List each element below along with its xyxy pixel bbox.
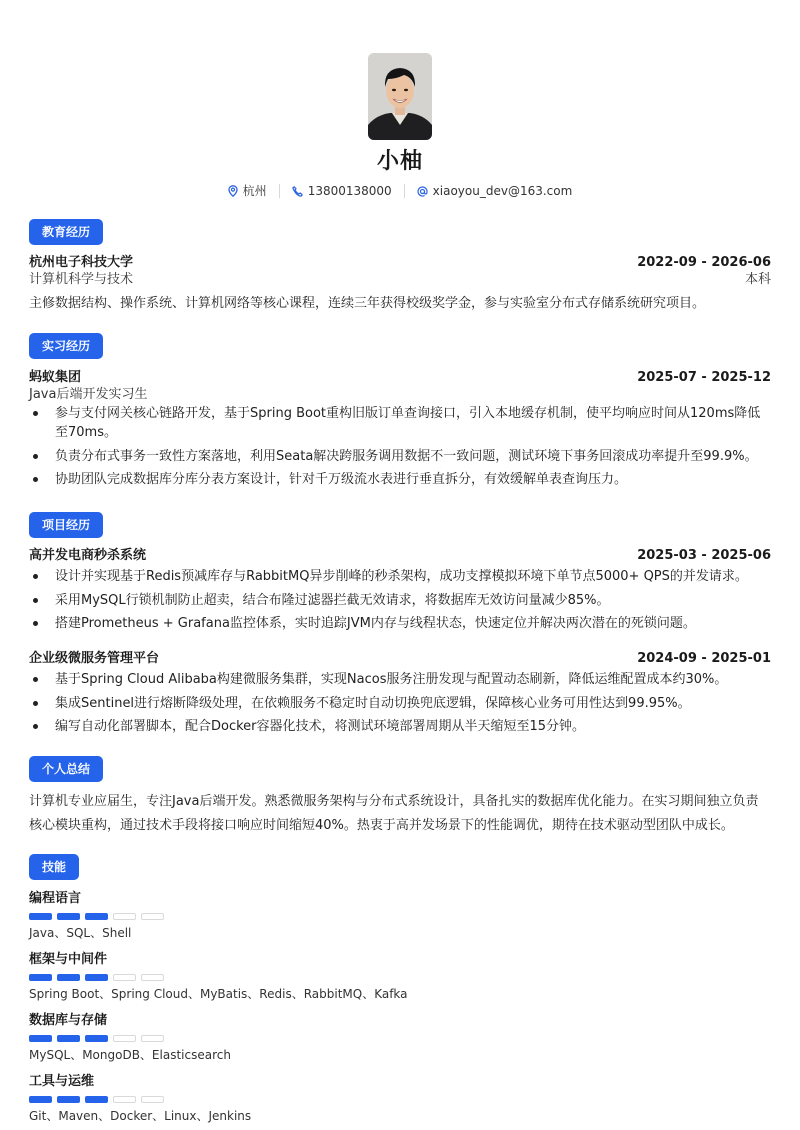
bullet-item: 采用MySQL行锁机制防止超卖，结合布隆过滤器拦截无效请求，将数据库无效访问量减少85%。 — [29, 591, 771, 610]
major: 计算机科学与技术 — [29, 272, 134, 287]
bullet-item: 设计并实现基于Redis预减库存与RabbitMQ异步削峰的秒杀架构，成功支撑模拟环境下单节点5000+ QPS的并发请求。 — [29, 567, 771, 586]
level-bar-empty — [113, 1096, 136, 1103]
candidate-name: 小柚 — [376, 149, 423, 174]
project-name: 企业级微服务管理平台 — [29, 651, 160, 666]
skill-group — [29, 951, 429, 1002]
bullet-item: 负责分布式事务一致性方案落地，利用Seata解决跨服务调用数据不一致问题，测试环境下事务回滚成功率提升至99.9%。 — [29, 447, 771, 466]
project-period: 2025-03 - 2025-06 — [637, 548, 771, 563]
project-bullets — [29, 567, 771, 638]
skill-group — [29, 890, 429, 941]
location-pin-icon — [228, 185, 238, 197]
contact-email — [417, 183, 573, 199]
avatar-photo — [368, 53, 432, 140]
project-header-row — [29, 650, 771, 667]
internship-role-row — [29, 386, 771, 403]
skill-group — [29, 1012, 429, 1063]
bullet-item: 参与支付网关核心链路开发，基于Spring Boot重构旧版订单查询接口，引入本地缓存机制，使平均响应时间从120ms降低至70ms。 — [29, 404, 771, 442]
bullet-item: 协助团队完成数据库分库分表方案设计，针对千万级流水表进行垂直拆分，有效缓解单表查询压力。 — [29, 470, 771, 489]
phone-text[interactable]: 13800138000 — [307, 184, 392, 198]
skill-list: MySQL、MongoDB、Elasticsearch — [29, 1048, 231, 1062]
summary-text: 计算机专业应届生，专注Java后端开发。熟悉微服务架构与分布式系统设计，具备扎实的数据库优化能力。在实习期间独立负责核心模块重构，通过技术手段将接口响应时间缩短40%。热衷于高并发场景下的性能调优，期待在技术驱动型团队中成长。 — [29, 794, 759, 833]
project-period: 2024-09 - 2025-01 — [637, 651, 771, 666]
section-badge-skills: 技能 — [29, 854, 79, 880]
contact-phone — [292, 183, 392, 199]
skill-list: Java、SQL、Shell — [29, 926, 132, 940]
level-bar-empty — [141, 1035, 164, 1042]
school-name: 杭州电子科技大学 — [29, 255, 134, 270]
level-bar-empty — [113, 913, 136, 920]
internship-bullets — [29, 404, 771, 494]
bullet-item: 编写自动化部署脚本，配合Docker容器化技术，将测试环境部署周期从半天缩短至15分钟。 — [29, 717, 771, 736]
skill-name: 编程语言 — [29, 891, 82, 906]
level-bar-filled — [85, 913, 108, 920]
section-badge-projects: 项目经历 — [29, 512, 103, 538]
level-bar-empty — [113, 1035, 136, 1042]
contact-divider — [279, 184, 280, 198]
project-bullets — [29, 670, 771, 741]
skill-group — [29, 1073, 429, 1124]
degree: 本科 — [744, 272, 771, 287]
level-bar-filled — [57, 974, 80, 981]
level-bar-filled — [29, 1035, 52, 1042]
level-bar-filled — [57, 913, 80, 920]
level-bar-filled — [29, 974, 52, 981]
level-bar-empty — [141, 1096, 164, 1103]
resume-header — [0, 53, 800, 199]
skill-name: 工具与运维 — [29, 1074, 95, 1089]
section-badge-summary: 个人总结 — [29, 756, 103, 782]
level-bar-filled — [57, 1035, 80, 1042]
section-badge-education: 教育经历 — [29, 219, 103, 245]
contact-location — [228, 183, 267, 199]
email-text[interactable]: xiaoyou_dev@163.com — [432, 184, 573, 198]
contact-bar — [0, 183, 800, 199]
level-bar-filled — [29, 913, 52, 920]
level-bar-filled — [85, 1096, 108, 1103]
level-bar-filled — [29, 1096, 52, 1103]
skill-level-bars — [29, 913, 429, 920]
internship-role: Java后端开发实习生 — [29, 387, 148, 402]
at-sign-icon — [417, 186, 428, 197]
location-text: 杭州 — [242, 184, 267, 198]
level-bar-filled — [57, 1096, 80, 1103]
education-description: 主修数据结构、操作系统、计算机网络等核心课程，连续三年获得校级奖学金，参与实验室分布式存储系统研究项目。 — [29, 296, 706, 311]
skill-name: 数据库与存储 — [29, 1013, 108, 1028]
level-bar-empty — [141, 974, 164, 981]
company-name: 蚂蚁集团 — [29, 370, 82, 385]
level-bar-empty — [141, 913, 164, 920]
skill-level-bars — [29, 1035, 429, 1042]
project-header-row — [29, 547, 771, 564]
education-header-row — [29, 254, 771, 271]
phone-icon — [292, 186, 303, 197]
skill-level-bars — [29, 974, 429, 981]
level-bar-filled — [85, 1035, 108, 1042]
bullet-item: 搭建Prometheus + Grafana监控体系，实时追踪JVM内存与线程状态，快速定位并解决两次潜在的死锁问题。 — [29, 614, 771, 633]
skill-level-bars — [29, 1096, 429, 1103]
section-badge-internship: 实习经历 — [29, 333, 103, 359]
education-period: 2022-09 - 2026-06 — [637, 255, 771, 270]
level-bar-filled — [85, 974, 108, 981]
project-name: 高并发电商秒杀系统 — [29, 548, 147, 563]
education-sub-row — [29, 271, 771, 288]
contact-divider — [404, 184, 405, 198]
level-bar-empty — [113, 974, 136, 981]
skill-list: Spring Boot、Spring Cloud、MyBatis、Redis、RabbitMQ、Kafka — [29, 987, 408, 1001]
skill-list: Git、Maven、Docker、Linux、Jenkins — [29, 1109, 252, 1123]
skill-name: 框架与中间件 — [29, 952, 108, 967]
bullet-item: 基于Spring Cloud Alibaba构建微服务集群，实现Nacos服务注册发现与配置动态刷新，降低运维配置成本约30%。 — [29, 670, 771, 689]
internship-header-row — [29, 369, 771, 386]
bullet-item: 集成Sentinel进行熔断降级处理，在依赖服务不稳定时自动切换兜底逻辑，保障核心业务可用性达到99.95%。 — [29, 694, 771, 713]
internship-period: 2025-07 - 2025-12 — [637, 370, 771, 385]
